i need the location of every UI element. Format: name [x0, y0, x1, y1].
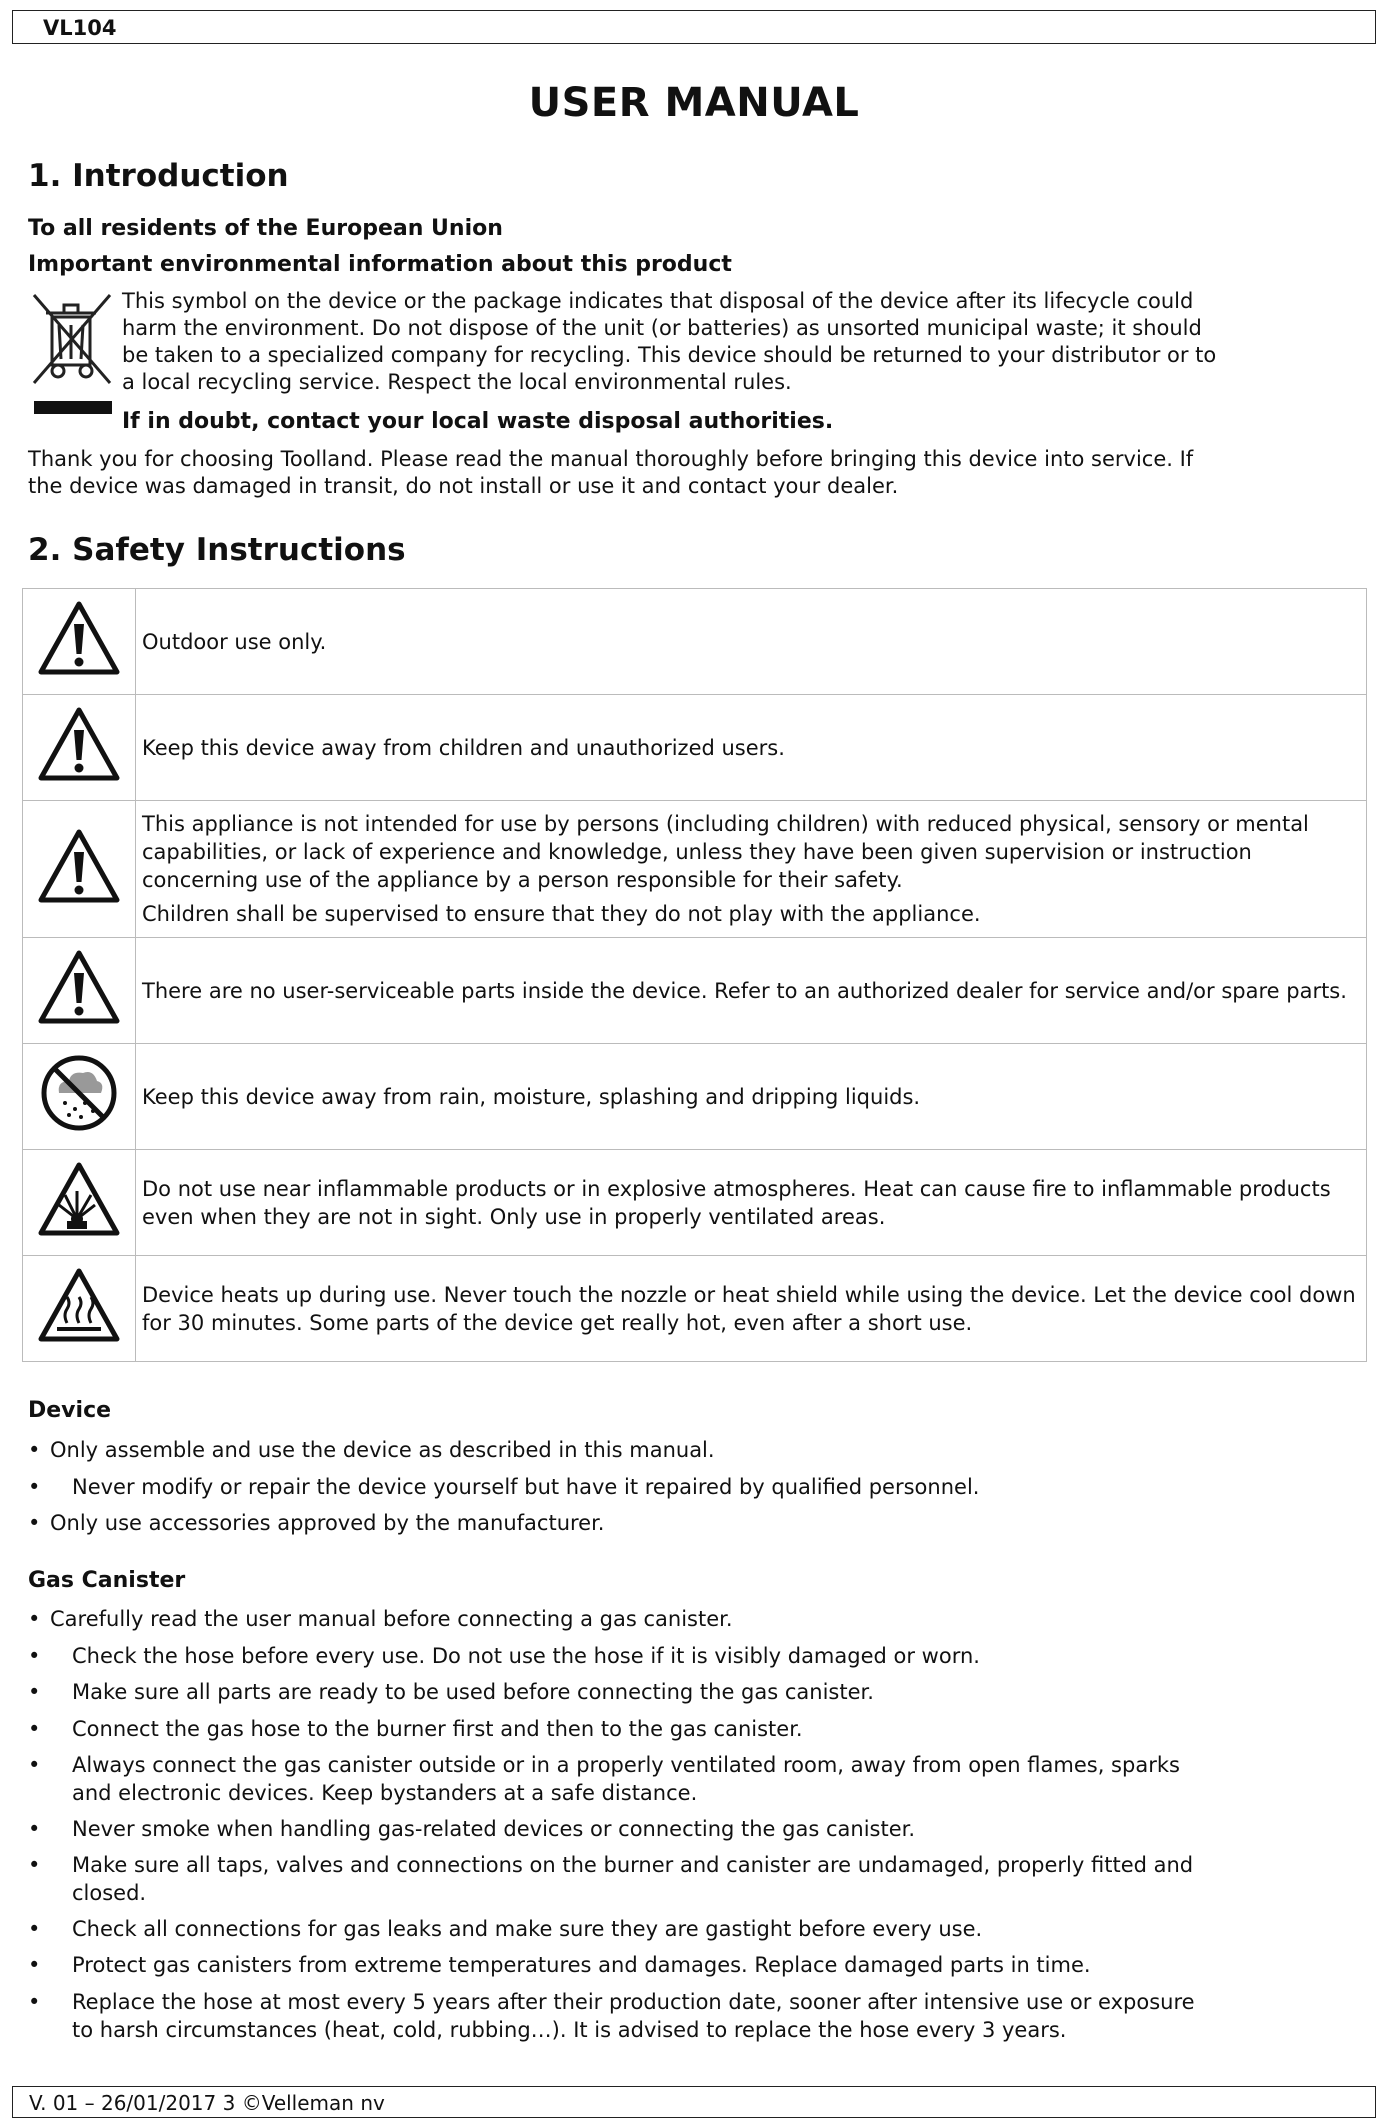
doubt-note: If in doubt, contact your local waste disposal authorities. [122, 409, 834, 434]
explosive-icon [37, 1218, 121, 1242]
bullet-item [28, 1678, 874, 1706]
bullet-dot: • [28, 1607, 41, 1631]
bullet-dot: • [28, 1644, 41, 1668]
bullet-item-continuation: to harsh circumstances (heat, cold, rubbing…). It is advised to replace the hose every 3 years. [72, 2018, 1067, 2042]
bullet-dot: • [28, 1475, 41, 1499]
safety-row [23, 938, 1367, 1044]
gas-heading: Gas Canister [28, 1568, 186, 1593]
warning-icon [37, 657, 121, 681]
safety-paragraph: Keep this device away from rain, moisture, splashing and dripping liquids. [142, 1084, 921, 1109]
safety-paragraph: Keep this device away from children and unauthorized users. [142, 735, 785, 760]
safety-row [23, 1150, 1367, 1256]
env-heading: Important environmental information about this product [28, 252, 732, 277]
thanks-line-2: the device was damaged in transit, do not install or use it and contact your dealer. [28, 474, 899, 498]
bullet-dot: • [28, 1817, 41, 1841]
warning-icon [37, 763, 121, 787]
device-heading: Device [28, 1398, 112, 1423]
bullet-dot: • [28, 1853, 41, 1877]
bullet-text: Protect gas canisters from extreme temperatures and damages. Replace damaged parts in time. [72, 1953, 1091, 1977]
warning-icon [37, 1006, 121, 1030]
bullet-item-continuation: closed. [72, 1881, 147, 1905]
bullet-text: Only use accessories approved by the manufacturer. [50, 1511, 605, 1535]
env-line-1: This symbol on the device or the package indicates that disposal of the device after its lifecycle could [122, 289, 1194, 313]
bullet-item [28, 1915, 982, 1943]
bullet-text: Carefully read the user manual before connecting a gas canister. [50, 1607, 733, 1631]
hot-surface-icon [37, 1324, 121, 1348]
bullet-text: Make sure all parts are ready to be used before connecting the gas canister. [72, 1680, 874, 1704]
safety-paragraph: Children shall be supervised to ensure that they do not play with the appliance. [142, 902, 981, 926]
bullet-item [28, 1951, 1091, 1979]
safety-row [23, 589, 1367, 695]
bullet-text: Make sure all taps, valves and connections on the burner and canister are undamaged, properly fitted and [72, 1853, 1194, 1877]
bullet-item [28, 1815, 915, 1843]
bullet-dot: • [28, 1511, 41, 1535]
header-box [12, 10, 1376, 44]
safety-row [23, 1256, 1367, 1362]
weee-bin-icon [28, 291, 114, 387]
bullet-dot: • [28, 1753, 41, 1777]
safety-row [23, 801, 1367, 938]
bullet-text: Never modify or repair the device yourself but have it repaired by qualified personnel. [72, 1475, 980, 1499]
bullet-dot: • [28, 1438, 41, 1462]
bullet-item [28, 1605, 733, 1633]
bullet-text: Connect the gas hose to the burner first and then to the gas canister. [72, 1717, 803, 1741]
env-line-3: be taken to a specialized company for recycling. This device should be returned to your distributor or to [122, 343, 1217, 367]
section-heading-introduction: 1. Introduction [28, 158, 289, 194]
footer-box [12, 2086, 1376, 2118]
bullet-item [28, 1436, 715, 1464]
safety-paragraph: There are no user-serviceable parts inside the device. Refer to an authorized dealer for service and/or spare parts. [142, 978, 1347, 1003]
warning-icon [37, 885, 121, 909]
bullet-item [28, 1473, 979, 1501]
no-rain-icon [39, 1114, 119, 1138]
bullet-item [28, 1715, 803, 1743]
bullet-dot: • [28, 1717, 41, 1741]
safety-text [136, 1256, 1367, 1362]
safety-text [136, 938, 1367, 1044]
bullet-dot: • [28, 1990, 41, 2014]
bullet-dot: • [28, 1917, 41, 1941]
bullet-item [28, 1751, 1180, 1779]
bullet-dot: • [28, 1953, 41, 1977]
bullet-text: Only assemble and use the device as described in this manual. [50, 1438, 715, 1462]
bullet-item [28, 1509, 604, 1537]
bullet-item [28, 1988, 1195, 2016]
page-title: USER MANUAL [528, 80, 860, 126]
bullet-dot: • [28, 1680, 41, 1704]
bullet-item [28, 1642, 980, 1670]
env-line-4: a local recycling service. Respect the local environmental rules. [122, 370, 792, 394]
footer-text: V. 01 – 26/01/2017 3 ©Velleman nv [29, 2091, 385, 2115]
bullet-text: Check all connections for gas leaks and make sure they are gastight before every use. [72, 1917, 983, 1941]
bullet-text: Never smoke when handling gas-related devices or connecting the gas canister. [72, 1817, 916, 1841]
safety-paragraph: This appliance is not intended for use by persons (including children) with reduced physical, sensory or mental capabilities, or lack of experience and knowledge, unless they have been given supervision or instruction concerning use of the appliance by a person responsible for their safety. [142, 812, 1309, 892]
safety-text [136, 1150, 1367, 1256]
safety-text [136, 589, 1367, 695]
eu-heading: To all residents of the European Union [28, 216, 503, 241]
safety-row [23, 695, 1367, 801]
safety-paragraph: Device heats up during use. Never touch the nozzle or heat shield while using the device. Let the device cool down for 30 minutes. Some parts of the device get really hot, even after a short use. [142, 1282, 1356, 1335]
bullet-item [28, 1851, 1193, 1879]
model-label: VL104 [43, 16, 117, 40]
bullet-item-continuation: and electronic devices. Keep bystanders at a safe distance. [72, 1781, 698, 1805]
bullet-text: Replace the hose at most every 5 years after their production date, sooner after intensive use or exposure [72, 1990, 1195, 2014]
section-heading-safety: 2. Safety Instructions [28, 532, 406, 568]
safety-paragraph: Outdoor use only. [142, 629, 327, 654]
safety-text [136, 1044, 1367, 1150]
safety-table [22, 588, 1367, 1362]
safety-paragraph: Do not use near inflammable products or in explosive atmospheres. Heat can cause fire to inflammable products even when they are not in sight. Only use in properly ventilated areas. [142, 1176, 1331, 1229]
bullet-text: Check the hose before every use. Do not use the hose if it is visibly damaged or worn. [72, 1644, 980, 1668]
safety-row [23, 1044, 1367, 1150]
bullet-text: Always connect the gas canister outside or in a properly ventilated room, away from open flames, sparks [72, 1753, 1180, 1777]
safety-text [136, 801, 1367, 938]
thanks-line-1: Thank you for choosing Toolland. Please read the manual thoroughly before bringing this device into service. If [28, 447, 1194, 471]
safety-text [136, 695, 1367, 801]
weee-black-bar [34, 401, 112, 414]
env-line-2: harm the environment. Do not dispose of the unit (or batteries) as unsorted municipal waste; it should [122, 316, 1202, 340]
